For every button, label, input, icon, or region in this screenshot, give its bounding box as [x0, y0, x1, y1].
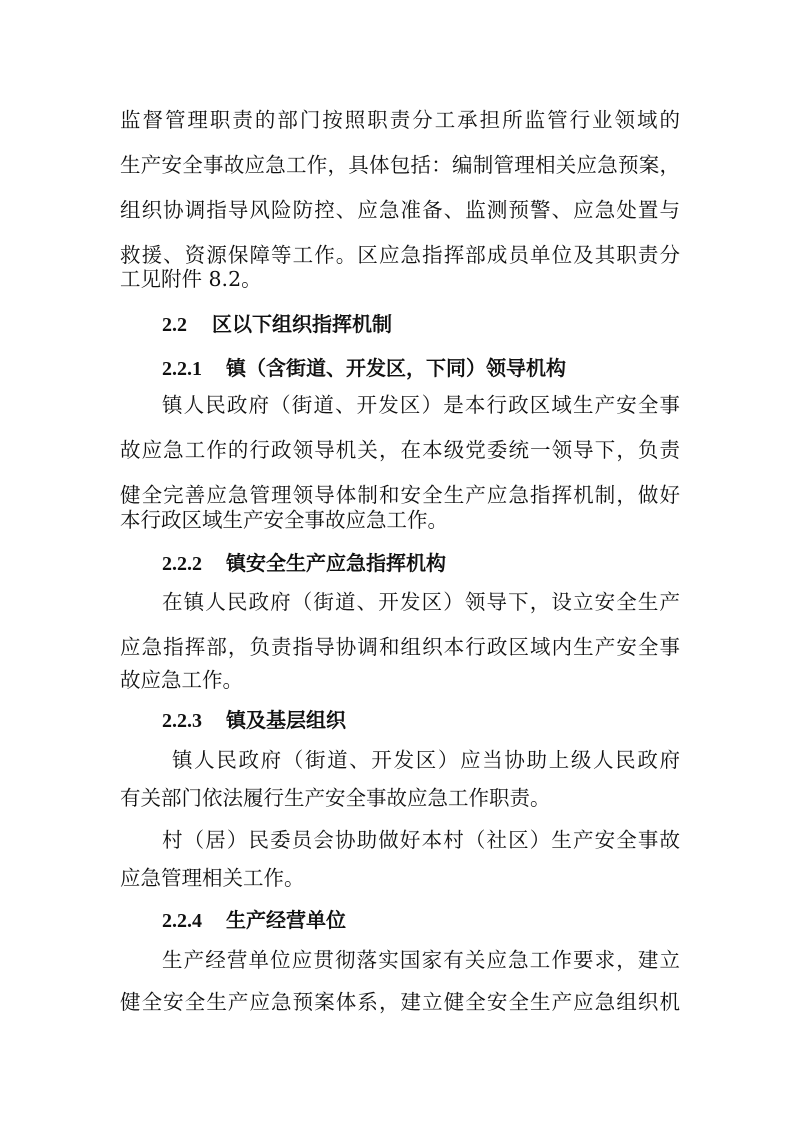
paragraph-line: 本行政区域生产安全事故应急工作。 — [120, 508, 448, 532]
paragraph-line: 健全安全生产应急预案体系，建立健全安全生产应急组织机 — [120, 990, 680, 1014]
section-heading-2-2-4 — [162, 900, 346, 940]
section-heading-2-2 — [162, 304, 392, 344]
section-title: 生产经营单位 — [226, 908, 346, 932]
section-number: 2.2 — [162, 314, 187, 336]
section-number: 2.2.4 — [162, 910, 202, 932]
paragraph-line: 故应急工作的行政领导机关，在本级党委统一领导下，负责 — [120, 438, 680, 462]
section-heading-2-2-3 — [162, 700, 346, 740]
paragraph-line: 生产经营单位应贯彻落实国家有关应急工作要求，建立 — [162, 948, 680, 972]
paragraph-line: 镇人民政府（街道、开发区）是本行政区域生产安全事 — [162, 393, 680, 417]
section-heading-2-2-2 — [162, 543, 446, 583]
paragraph-line: 镇人民政府（街道、开发区）应当协助上级人民政府 — [172, 748, 680, 772]
section-number: 2.2.2 — [162, 553, 202, 575]
paragraph-line: 有关部门依法履行生产安全事故应急工作职责。 — [120, 786, 551, 810]
paragraph-line: 组织协调指导风险防控、应急准备、监测预警、应急处置与 — [120, 198, 680, 222]
section-number: 2.2.3 — [162, 710, 202, 732]
paragraph-line: 工见附件 8.2。 — [120, 267, 262, 291]
paragraph-line: 救援、资源保障等工作。区应急指挥部成员单位及其职责分 — [120, 243, 680, 267]
paragraph-line: 健全完善应急管理领导体制和安全生产应急指挥机制，做好 — [120, 483, 680, 507]
section-title: 镇安全生产应急指挥机构 — [226, 551, 446, 575]
paragraph-line: 故应急工作。 — [120, 668, 243, 692]
paragraph-line: 村（居）民委员会协助做好本村（社区）生产安全事故 — [162, 828, 680, 852]
paragraph-line: 监督管理职责的部门按照职责分工承担所监管行业领域的 — [120, 108, 680, 132]
section-heading-2-2-1 — [162, 348, 566, 388]
section-title: 区以下组织指挥机制 — [212, 312, 392, 336]
section-number: 2.2.1 — [162, 358, 202, 380]
paragraph-line: 在镇人民政府（街道、开发区）领导下，设立安全生产 — [162, 590, 680, 614]
paragraph-line: 生产安全事故应急工作，具体包括：编制管理相关应急预案， — [120, 153, 680, 177]
section-title: 镇及基层组织 — [226, 708, 346, 732]
section-title: 镇（含街道、开发区，下同）领导机构 — [226, 356, 566, 380]
paragraph-line: 应急管理相关工作。 — [120, 866, 305, 890]
paragraph-line: 应急指挥部，负责指导协调和组织本行政区域内生产安全事 — [120, 635, 680, 659]
